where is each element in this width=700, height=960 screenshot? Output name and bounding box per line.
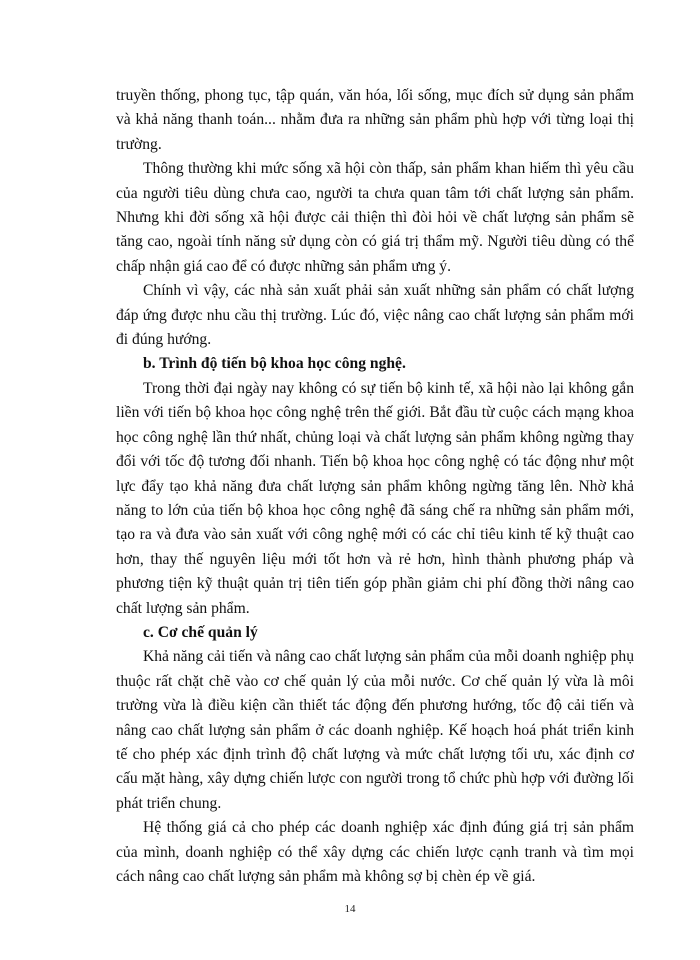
paragraph-producer-response: Chính vì vậy, các nhà sản xuất phải sản xuất những sản phẩm có chất lượng đáp ứng được nhu cầu thị trường. Lúc đó, việc nâng cao chất lượng sản phẩm mới đi đúng hướng. <box>116 282 634 349</box>
paragraph-consumer-demand: Thông thường khi mức sống xã hội còn thấp, sản phẩm khan hiếm thì yêu cầu của người tiêu dùng chưa cao, người ta chưa quan tâm tới chất lượng sản phẩm. Nhưng khi đời sống xã hội được cải thiện thì đòi hỏi về chất lượng sản phẩm sẽ tăng cao, ngoài tính năng sử dụng còn có giá trị thẩm mỹ. Người tiêu dùng có thể chấp nhận giá cao để có được những sản phẩm ưng ý. <box>116 160 634 275</box>
paragraph-technology: Trong thời đại ngày nay không có sự tiến bộ kinh tế, xã hội nào lại không gắn liền với tiến bộ khoa học công nghệ trên thế giới. Bắt đầu từ cuộc cách mạng khoa học công nghệ lần thứ nhất, chủng loại và chất lượng sản phẩm không ngừng thay đổi với tốc độ tương đối nhanh. Tiến bộ khoa học công nghệ có tác động như một lực đẩy tạo khả năng đưa chất lượng sản phẩm không ngừng tăng lên. Nhờ khả năng to lớn của tiến bộ khoa học công nghệ đã sáng chế ra những sản phẩm mới, tạo ra và đưa vào sản xuất với công nghệ mới có các chỉ tiêu kinh tế kỹ thuật cao hơn, thay thế nguyên liệu mới tốt hơn và rẻ hơn, hình thành phương pháp và phương tiện kỹ thuật quản trị tiên tiến góp phần giảm chi phí đồng thời nâng cao chất lượng sản phẩm. <box>116 379 634 617</box>
page-number: 14 <box>344 903 356 915</box>
section-heading-management: c. Cơ chế quản lý <box>143 623 258 641</box>
paragraph-continuation: truyền thống, phong tục, tập quán, văn hóa, lối sống, mục đích sử dụng sản phẩm và khả năng thanh toán... nhằm đưa ra những sản phẩm phù hợp với từng loại thị trường. <box>116 87 634 153</box>
section-heading-technology: b. Trình độ tiến bộ khoa học công nghệ. <box>143 355 406 373</box>
paragraph-management: Khả năng cải tiến và nâng cao chất lượng sản phẩm của mỗi doanh nghiệp phụ thuộc rất chặt chẽ vào cơ chế quản lý của mỗi nước. Cơ chế quản lý vừa là môi trường vừa là điều kiện cần thiết tác động đến phương hướng, tốc độ cải tiến và nâng cao chất lượng sản phẩm ở các doanh nghiệp. Kế hoạch hoá phát triển kinh tế cho phép xác định trình độ chất lượng và mức chất lượng tối ưu, xác định cơ cấu mặt hàng, xây dựng chiến lược con người trong tổ chức phù hợp với đường lối phát triển chung. <box>116 648 634 812</box>
document-page <box>116 84 634 889</box>
paragraph-pricing-system: Hệ thống giá cả cho phép các doanh nghiệp xác định đúng giá trị sản phẩm của mình, doanh nghiệp có thể xây dựng các chiến lược cạnh tranh và tìm mọi cách nâng cao chất lượng sản phẩm mà không sợ bị chèn ép về giá. <box>116 819 634 885</box>
